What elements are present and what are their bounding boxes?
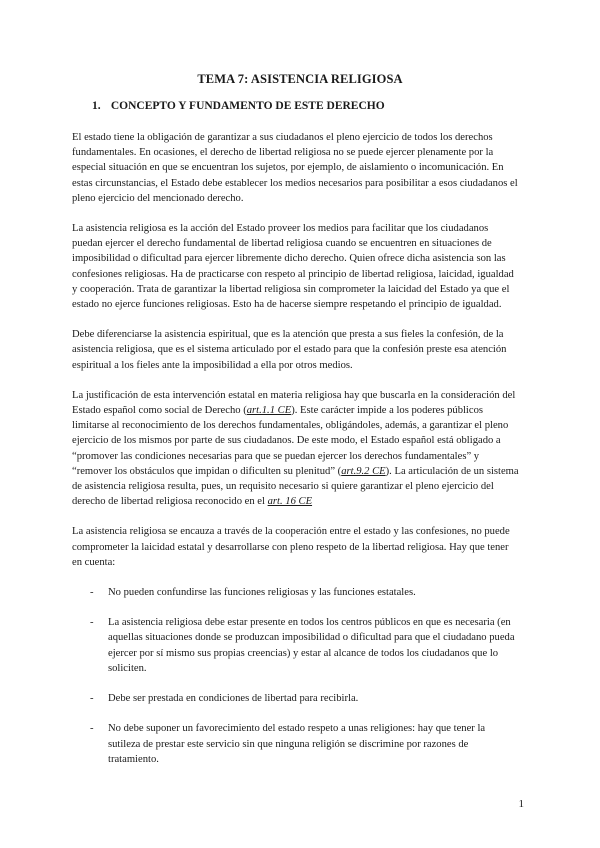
list-item-text: No pueden confundirse las funciones religiosas y las funciones estatales.	[108, 587, 416, 599]
paragraph-4-text-c: ). La articulación de un sistema de asistencia religiosa resulta, pues, un requisito necesario si quiere garantizar el pleno ejercicio del derecho de libertad religiosa reconocido en el	[72, 465, 519, 508]
page-number: 1	[518, 798, 524, 810]
list-item-text: Debe ser prestada en condiciones de libertad para recibirla.	[108, 693, 359, 705]
legal-reference-link[interactable]: art.1.1 CE	[246, 405, 292, 417]
paragraph-1: El estado tiene la obligación de garantizar a sus ciudadanos el pleno ejercicio de todos los derechos fundamentales. En ocasiones, el derecho de libertad religiosa no se puede ejercer plenamente por la especial situación en que se encuentran los sujetos, por ejemplo, de aislamiento o incomunicación. En estas circunstancias, el Estado debe establecer los medios necesarios para posibilitar a esos ciudadanos el pleno ejercicio del mencionado derecho.	[72, 132, 518, 204]
paragraph-4	[72, 388, 520, 510]
legal-reference-link[interactable]: art. 16 CE	[267, 496, 313, 508]
list-item	[72, 615, 520, 676]
bullet-marker: -	[90, 693, 94, 705]
document-body	[72, 130, 520, 782]
paragraph-5: La asistencia religiosa se encauza a través de la cooperación entre el estado y las confesiones, no puede comprometer la laicidad estatal y desarrollarse con pleno respeto de la libertad religiosa. Hay que tener en cuenta:	[72, 526, 510, 568]
bullet-marker: -	[90, 723, 94, 735]
paragraph-4-text-b: ). Este carácter impide a los poderes públicos limitarse al reconocimiento de los derechos fundamentales, obligándoles, además, a garantizar el pleno ejercicio de los mismos por parte de sus ciudadanos. De este modo, el Estado español está obligado a “promover las condiciones necesarias para que se puedan ejercer los derechos fundamentales” y “remover los obstáculos que impidan o dificulten su plenitud” (	[72, 405, 509, 477]
paragraph-2: La asistencia religiosa es la acción del Estado proveer los medios para facilitar que los ciudadanos puedan ejercer el derecho fundamental de libertad religiosa cuando se encuentren en situaciones de imposibilidad o dificultad para ejercer libremente dicho derecho. Quien ofrece dicha asistencia son las confesiones religiosas. Ha de practicarse con respeto al principio de libertad religiosa, laicidad, igualdad y cooperación. Trata de garantizar la libertad religiosa sin comprometer la laicidad del Estado ya que el estado no ejerce funciones religiosas. Esto ha de hacerse siempre respetando el principio de igualdad.	[72, 223, 514, 311]
section-number: 1.	[92, 100, 101, 112]
list-item	[72, 691, 520, 706]
paragraph-4-text-a: La justificación de esta intervención estatal en materia religiosa hay que buscarla en la consideración del Estado español como social de Derecho (	[72, 389, 516, 417]
bullet-marker: -	[90, 587, 94, 599]
list-item	[72, 585, 520, 600]
section-heading	[92, 100, 385, 112]
page-title: TEMA 7: ASISTENCIA RELIGIOSA	[197, 72, 403, 86]
list-item-text: No debe suponer un favorecimiento del estado respeto a unas religiones: hay que tener la sutileza de prestar este servicio sin que ninguna religión se discrimine por razones de tratamiento.	[108, 723, 486, 765]
legal-reference-link[interactable]: art.9.2 CE	[341, 465, 386, 477]
bullet-marker: -	[90, 617, 94, 629]
list-item-text: La asistencia religiosa debe estar presente en todos los centros públicos en que es necesaria (en aquellas situaciones donde se produzcan imposibilidad o dificultad para que el ciudadano pueda ejercer por sí mismo sus propias creencias) y estar al alcance de todos los ciudadanos que lo soliciten.	[108, 617, 515, 674]
bullet-list	[72, 585, 520, 767]
section-title: CONCEPTO Y FUNDAMENTO DE ESTE DERECHO	[110, 100, 385, 112]
paragraph-3: Debe diferenciarse la asistencia espiritual, que es la atención que presta a sus fieles la confesión, de la asistencia religiosa, que es el sistema articulado por el estado para que la confesión preste esa atención espiritual a los fieles ante la imposibilidad a ella por otros medios.	[72, 329, 507, 371]
list-item	[72, 721, 520, 767]
